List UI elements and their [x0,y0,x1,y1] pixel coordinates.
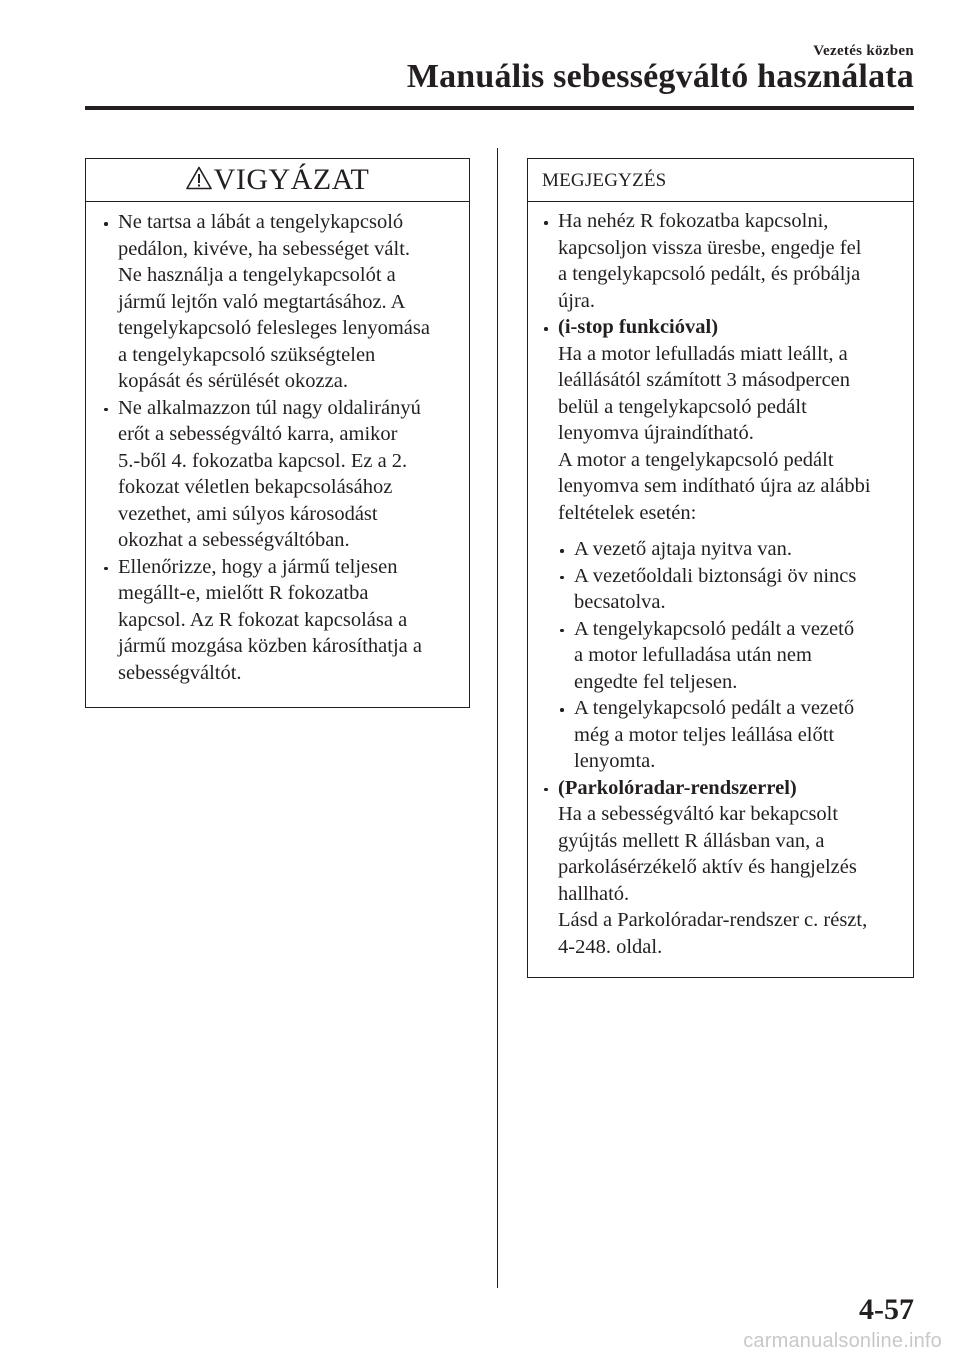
text-line: A tengelykapcsoló pedált a vezető [574,697,855,719]
note-item-3 [542,775,903,961]
text-line: lenyomta. [574,750,656,772]
caution-box [85,158,470,708]
text-line: gyújtás mellett R állásban van, a [558,829,825,852]
text-line: 4-248. oldal. [558,935,663,958]
text-line: Ha nehéz R fokozatba kapcsolni, [558,210,829,232]
text-line: sebességváltót. [118,661,242,684]
note-item-1 [542,208,903,314]
text-line: A motor a tengelykapcsoló pedált [558,448,834,471]
text-line: még a motor teljes leállása előtt [574,723,835,746]
text-line: okozhat a sebességváltóban. [118,529,350,551]
text-line: parkolásérzékelő aktív és hangjelzés [558,856,857,878]
caution-title: VIGYÁZAT [213,163,370,196]
text-line: kapcsol. Az R fokozat kapcsolása a [118,608,408,631]
text-line: kapcsoljon vissza üresbe, engedje fel [558,236,862,259]
text-line: belül a tengelykapcsoló pedált [558,395,807,418]
text-line: Ne tartsa a lábát a tengelykapcsoló [118,211,404,233]
warning-triangle-icon [186,166,212,190]
text-line: vezethet, ami súlyos károsodást [118,502,378,525]
text-line: A tengelykapcsoló pedált a vezető [574,617,855,640]
note-item-2 [542,314,903,775]
text-line: Ha a sebességváltó kar bekapcsolt [558,803,839,825]
text-line: fokozat véletlen bekapcsolásához [118,476,393,498]
text-line: A vezető ajtaja nyitva van. [574,538,793,560]
header-rule [85,106,914,110]
text-line: újra. [558,289,595,312]
text-line: a motor lefulladása után nem [574,644,812,666]
section-label: Vezetés közben [813,43,914,59]
text-line: Ellenőrizze, hogy a jármű teljesen [118,555,398,578]
text-line: lenyomva sem indítható újra az alábbi [558,475,871,497]
text-line: kopását és sérülését okozza. [118,370,348,392]
note-item-heading: (i-stop funkcióval) [558,316,719,338]
note-list [542,208,903,960]
text-line: feltételek esetén: [558,501,697,524]
condition-item [558,616,903,696]
text-line: Ne használja a tengelykapcsolót a [118,264,396,286]
text-line: Ha a motor lefulladás miatt leállt, a [558,342,848,365]
caution-item-1 [102,209,459,395]
text-line: leállásától számított 3 másodpercen [558,369,851,391]
text-line: 5.-ből 4. fokozatba kapcsol. Ez a 2. [118,449,408,472]
page-title: Manuális sebességváltó használata [406,58,914,95]
text-line: jármű mozgása közben károsíthatja a [118,635,422,657]
caution-item-3 [102,554,459,687]
text-line: lenyomva újraindítható. [558,422,754,444]
text-line: becsatolva. [574,591,666,613]
text-line: pedálon, kivéve, ha sebességet vált. [118,237,411,260]
condition-item [558,536,903,563]
text-line: tengelykapcsoló felesleges lenyomása [118,317,430,339]
watermark: carmanualsonline.info [743,1330,942,1352]
condition-item [558,563,903,616]
text-line: engedte fel teljesen. [574,670,738,693]
text-line: hallható. [558,882,630,905]
condition-list [558,536,903,775]
text-line: Ne alkalmazzon túl nagy oldalirányú [118,396,421,419]
note-item-heading: (Parkolóradar-rendszerrel) [558,776,797,799]
text-line: Lásd a Parkolóradar-rendszer c. részt, [558,909,868,931]
note-box [527,158,914,978]
text-line: erőt a sebességváltó karra, amikor [118,423,398,445]
note-header: MEGJEGYZÉS [528,159,913,202]
text-line: jármű lejtőn való megtartásához. A [118,290,406,313]
caution-list [102,209,459,686]
page-number: 4-57 [859,1293,914,1326]
column-divider [497,148,498,1288]
text-line: A vezetőoldali biztonsági öv nincs [574,564,857,587]
text-line: megállt-e, mielőtt R fokozatba [118,582,369,604]
condition-item [558,695,903,775]
text-line: a tengelykapcsoló pedált, és próbálja [558,263,861,285]
text-line: a tengelykapcsoló szükségtelen [118,343,376,366]
caution-header [86,159,469,202]
caution-item-2 [102,395,459,554]
